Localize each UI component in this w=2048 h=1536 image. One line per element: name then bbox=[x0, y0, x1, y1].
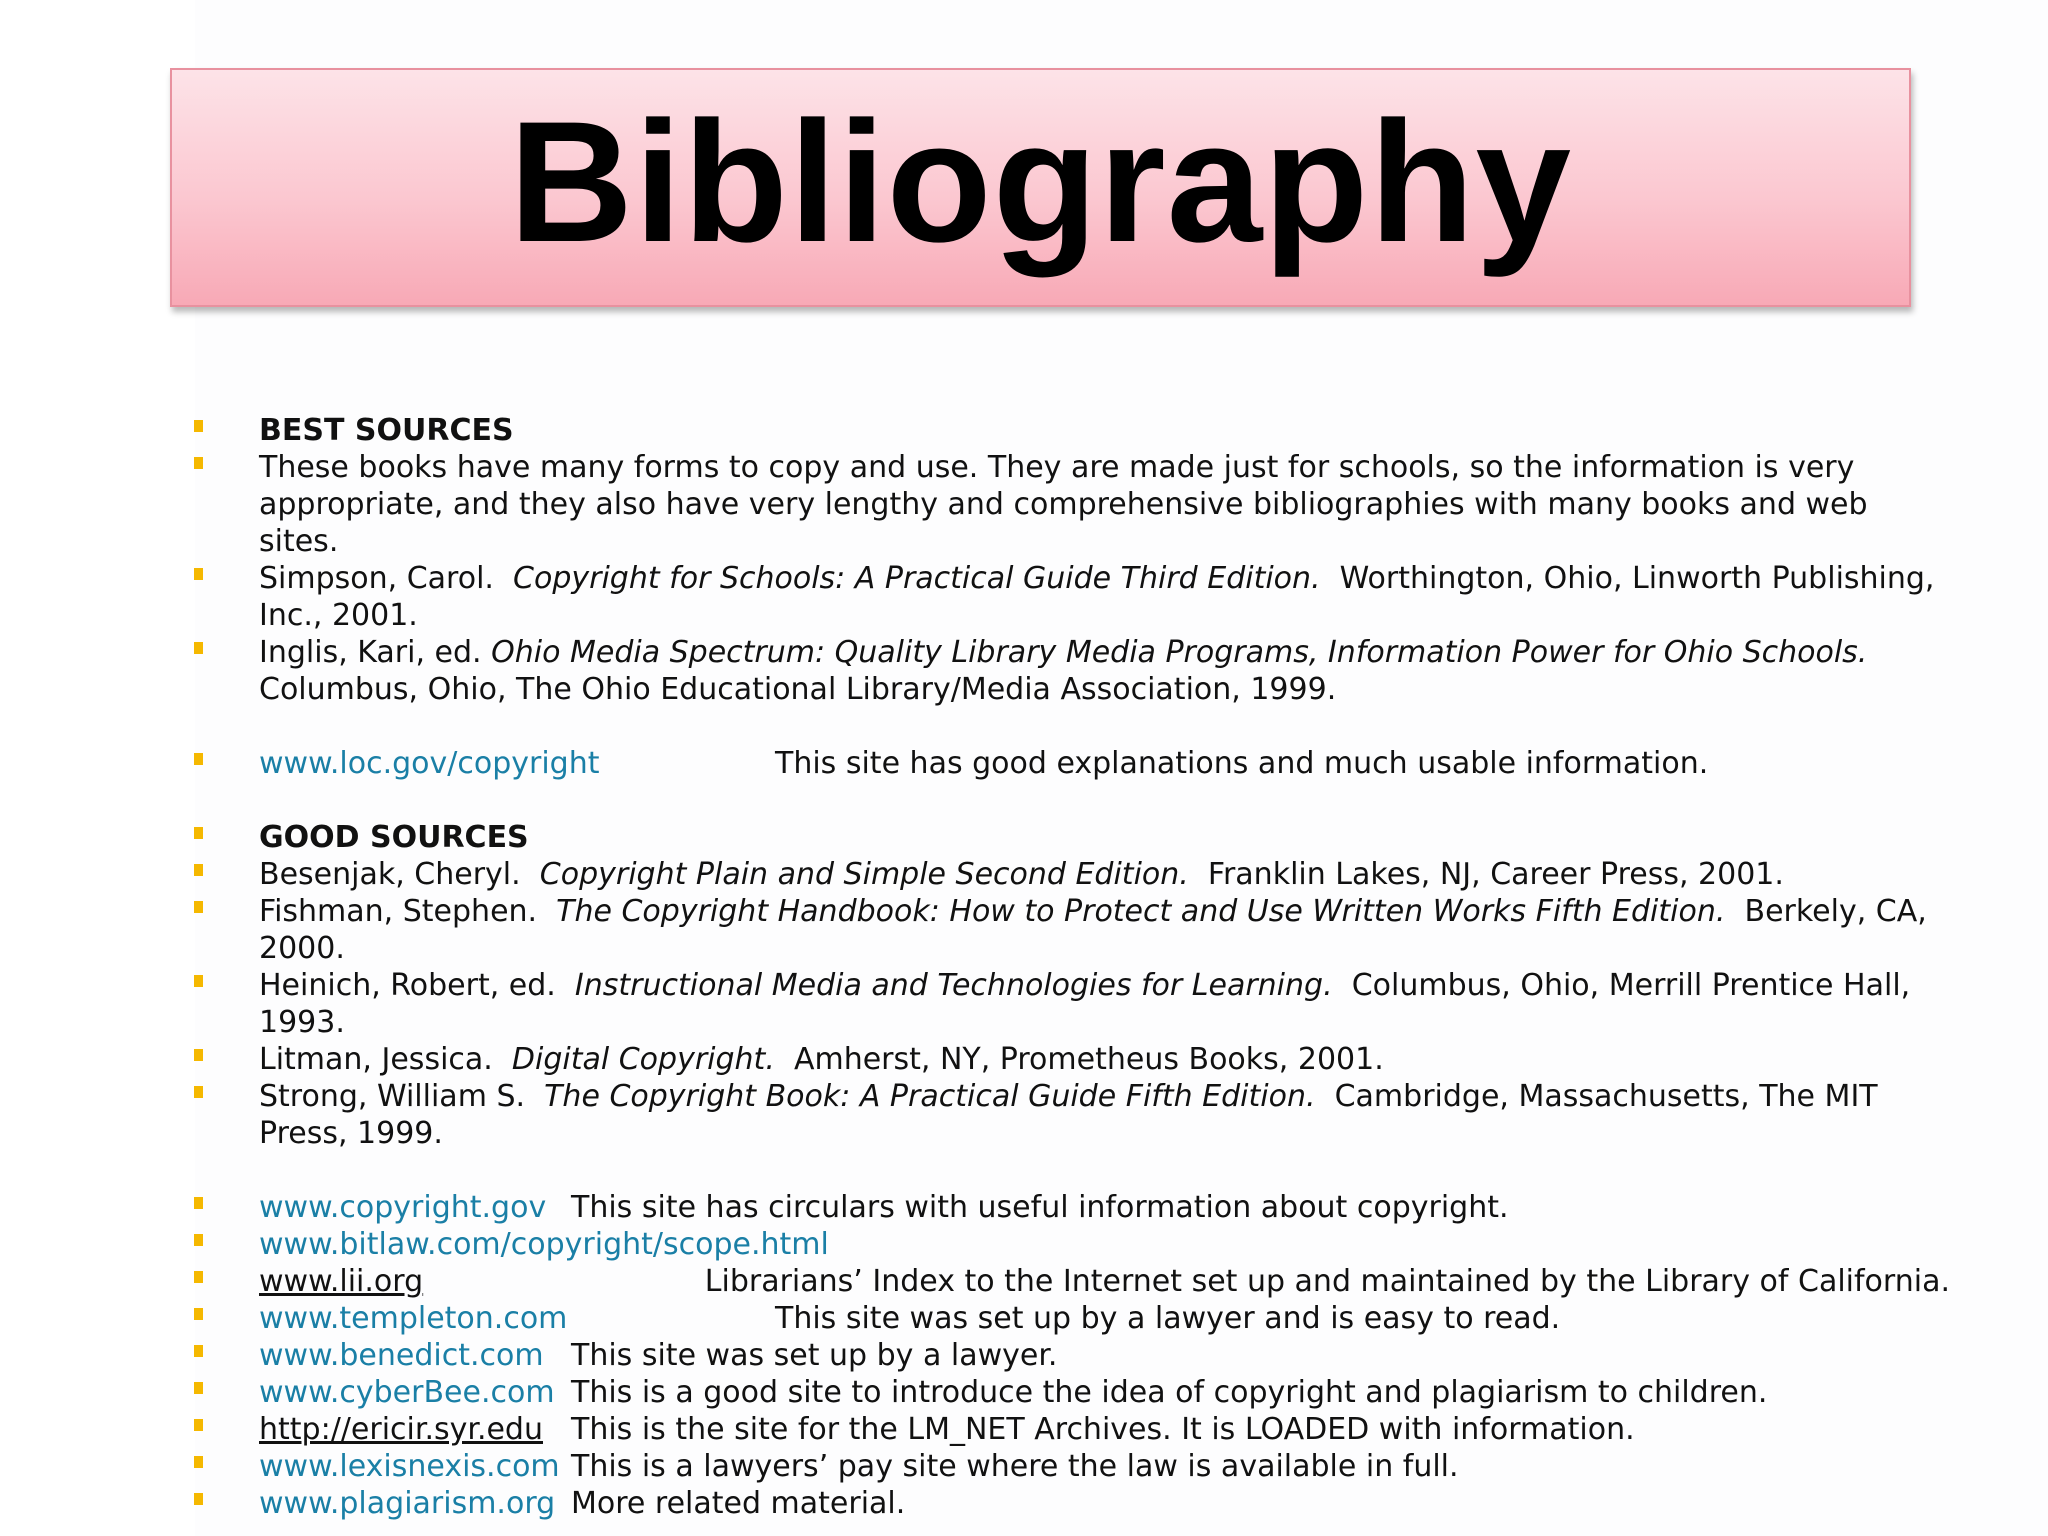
bullet-icon bbox=[194, 1382, 203, 1394]
website-description: This site was set up by a lawyer. bbox=[571, 1338, 1058, 1373]
citation-title: The Copyright Book: A Practical Guide Fifth Edition. bbox=[544, 1079, 1316, 1114]
list-item bbox=[190, 1226, 1950, 1263]
citation bbox=[259, 634, 1949, 708]
website-link[interactable]: www.templeton.com bbox=[259, 1301, 568, 1336]
list-item bbox=[190, 893, 1950, 967]
bullet-icon bbox=[194, 420, 203, 432]
citation-title: The Copyright Handbook: How to Protect and Use Written Works Fifth Edition. bbox=[556, 894, 1726, 929]
list-item bbox=[190, 967, 1950, 1041]
citation bbox=[259, 856, 1949, 893]
bullet-icon bbox=[194, 975, 203, 987]
best-sources-intro: These books have many forms to copy and use. They are made just for schools, so the information is very appropriate, and they also have very lengthy and comprehensive bibliographies with many books and web sites. bbox=[259, 450, 1868, 559]
citation-publisher: Worthington, Ohio, Linworth Publishing, Inc., 2001. bbox=[259, 561, 1935, 633]
bullet-icon bbox=[194, 457, 203, 469]
list-item bbox=[190, 819, 1950, 856]
list-item bbox=[190, 1300, 1950, 1337]
citation-title: Copyright for Schools: A Practical Guide Third Edition. bbox=[513, 561, 1321, 596]
citation-publisher: Columbus, Ohio, The Ohio Educational Library/Media Association, 1999. bbox=[259, 672, 1337, 707]
citation-publisher: Berkely, CA, 2000. bbox=[259, 894, 1927, 966]
bullet-icon bbox=[194, 1345, 203, 1357]
website-description: This is the site for the LM_NET Archives. It is LOADED with information. bbox=[571, 1412, 1635, 1447]
citation-title: Copyright Plain and Simple Second Edition. bbox=[539, 857, 1189, 892]
website-link[interactable]: www.copyright.gov bbox=[259, 1190, 547, 1225]
list-item bbox=[190, 412, 1950, 449]
website-description: This site has circulars with useful information about copyright. bbox=[571, 1190, 1509, 1225]
list-item bbox=[190, 856, 1950, 893]
citation-author: Besenjak, Cheryl. bbox=[259, 857, 521, 892]
section-heading-best: BEST SOURCES bbox=[259, 413, 514, 448]
bullet-icon bbox=[194, 1049, 203, 1061]
list-item bbox=[190, 1374, 1950, 1411]
website-link[interactable]: www.lexisnexis.com bbox=[259, 1449, 560, 1484]
list-item bbox=[190, 560, 1950, 634]
list-item bbox=[190, 1263, 1950, 1300]
bullet-icon bbox=[194, 1456, 203, 1468]
website-description: This site was set up by a lawyer and is easy to read. bbox=[775, 1301, 1561, 1336]
bullet-icon bbox=[194, 1234, 203, 1246]
list-item bbox=[190, 634, 1950, 708]
website-link[interactable]: www.bitlaw.com/copyright/scope.html bbox=[259, 1227, 829, 1262]
section-heading-good: GOOD SOURCES bbox=[259, 820, 529, 855]
website-description: Librarians’ Index to the Internet set up and maintained by the Library of California. bbox=[704, 1264, 1950, 1299]
citation-title: Digital Copyright. bbox=[511, 1042, 775, 1077]
citation-author: Inglis, Kari, ed. bbox=[259, 635, 482, 670]
citation bbox=[259, 1078, 1949, 1152]
title-banner bbox=[170, 68, 1911, 307]
citation-publisher: Franklin Lakes, NJ, Career Press, 2001. bbox=[1207, 857, 1784, 892]
citation-publisher: Amherst, NY, Prometheus Books, 2001. bbox=[793, 1042, 1384, 1077]
list-item bbox=[190, 1041, 1950, 1078]
bullet-icon bbox=[194, 753, 203, 765]
citation-publisher: Columbus, Ohio, Merrill Prentice Hall, 1993. bbox=[259, 968, 1911, 1040]
bullet-icon bbox=[194, 827, 203, 839]
citation-author: Fishman, Stephen. bbox=[259, 894, 538, 929]
website-link[interactable]: www.cyberBee.com bbox=[259, 1375, 555, 1410]
website-description: This site has good explanations and much usable information. bbox=[775, 746, 1709, 781]
bullet-icon bbox=[194, 642, 203, 654]
website-description: More related material. bbox=[571, 1486, 906, 1521]
citation-author: Heinich, Robert, ed. bbox=[259, 968, 556, 1003]
website-description: This is a lawyers’ pay site where the law is available in full. bbox=[571, 1449, 1459, 1484]
citation bbox=[259, 560, 1949, 634]
bullet-icon bbox=[194, 864, 203, 876]
list-item bbox=[190, 1448, 1950, 1485]
citation bbox=[259, 1041, 1949, 1078]
citation bbox=[259, 967, 1949, 1041]
list-item bbox=[190, 745, 1950, 782]
list-item bbox=[190, 1411, 1950, 1448]
website-link[interactable]: www.plagiarism.org bbox=[259, 1486, 556, 1521]
website-link[interactable]: www.lii.org bbox=[259, 1264, 424, 1299]
bullet-icon bbox=[194, 1308, 203, 1320]
page-title: Bibliography bbox=[508, 85, 1573, 278]
list-item bbox=[190, 1078, 1950, 1152]
website-link[interactable]: www.benedict.com bbox=[259, 1338, 544, 1373]
bullet-icon bbox=[194, 1493, 203, 1505]
bullet-icon bbox=[194, 568, 203, 580]
bullet-icon bbox=[194, 901, 203, 913]
bullet-icon bbox=[194, 1271, 203, 1283]
citation-title: Ohio Media Spectrum: Quality Library Media Programs, Information Power for Ohio Schools. bbox=[491, 635, 1868, 670]
bullet-icon bbox=[194, 1197, 203, 1209]
citation bbox=[259, 893, 1949, 967]
bullet-icon bbox=[194, 1419, 203, 1431]
list-item bbox=[190, 1189, 1950, 1226]
citation-author: Litman, Jessica. bbox=[259, 1042, 493, 1077]
bullet-icon bbox=[194, 1086, 203, 1098]
citation-author: Simpson, Carol. bbox=[259, 561, 494, 596]
citation-author: Strong, William S. bbox=[259, 1079, 526, 1114]
list-item bbox=[190, 1337, 1950, 1374]
citation-publisher: Cambridge, Massachusetts, The MIT Press, 1999. bbox=[259, 1079, 1878, 1151]
list-item bbox=[190, 449, 1950, 560]
website-link[interactable]: http://ericir.syr.edu bbox=[259, 1412, 543, 1447]
bibliography-list bbox=[190, 412, 1950, 1522]
website-description: This is a good site to introduce the idea of copyright and plagiarism to children. bbox=[571, 1375, 1768, 1410]
citation-title: Instructional Media and Technologies for Learning. bbox=[574, 968, 1333, 1003]
website-link[interactable]: www.loc.gov/copyright bbox=[259, 746, 600, 781]
list-item bbox=[190, 1485, 1950, 1522]
